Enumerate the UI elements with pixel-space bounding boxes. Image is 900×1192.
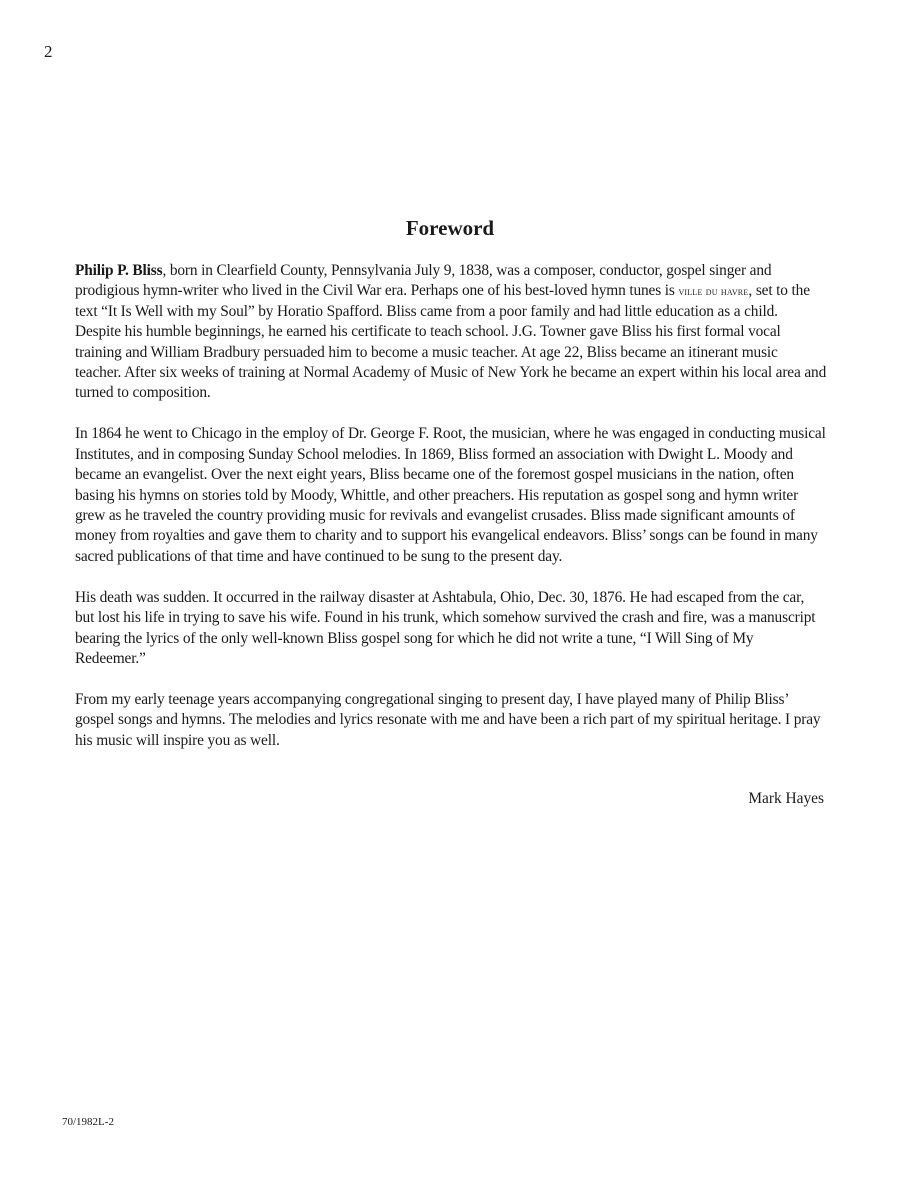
author-signature: Mark Hayes: [748, 790, 824, 807]
page-number: 2: [44, 42, 53, 61]
paragraph-1-text-b: , set to the text “It Is Well with my Soul” by Horatio Spafford. Bliss came from a poor family and had little education as a child. Despite his humble beginnings, he earned his certificate to teach school. J.G. Towner gave Bliss his first formal vocal training and William Bradbury persuaded him to become a music teacher. At age 22, Bliss became an itinerant music teacher. After six weeks of training at Normal Academy of Music of New York he became an expert within his local area and turned to composition.: [75, 282, 827, 402]
tune-name: ville du havre: [678, 284, 749, 299]
paragraph-1: [75, 261, 827, 404]
paragraph-3: His death was sudden. It occurred in the railway disaster at Ashtabula, Ohio, Dec. 30, 1876. He had escaped from the car, but lost his life in trying to save his wife. Found in his trunk, which somehow survived the crash and fire, was a manuscript bearing the lyrics of the only well-known Bliss gospel song for which he did not write a tune, “I Will Sing of My Redeemer.”: [75, 588, 816, 667]
paragraph-4: From my early teenage years accompanying congregational singing to present day, I have played many of Philip Bliss’ gospel songs and hymns. The melodies and lyrics resonate with me and have been a rich part of my spiritual heritage. I pray his music will inspire you as well.: [75, 690, 821, 749]
paragraph-1-text-a: , born in Clearfield County, Pennsylvania July 9, 1838, was a composer, conductor, gospel singer and prodigious hymn-writer who lived in the Civil War era. Perhaps one of his best-loved hymn tunes is: [75, 262, 772, 300]
page-title: Foreword: [405, 216, 495, 240]
foreword-body: [75, 261, 827, 772]
paragraph-2: In 1864 he went to Chicago in the employ of Dr. George F. Root, the musician, where he was engaged in conducting musical Institutes, and in composing Sunday School melodies. In 1869, Bliss formed an association with Dwight L. Moody and became an evangelist. Over the next eight years, Bliss became one of the foremost gospel musicians in the nation, often basing his hymns on stories told by Moody, Whittle, and other preachers. His reputation as gospel song and hymn writer grew as he traveled the country providing music for revivals and evangelist crusades. Bliss made significant amounts of money from royalties and gave them to charity and to support his evangelical endeavors. Bliss’ songs can be found in many sacred publications of that time and have continued to be sung to the present day.: [75, 425, 826, 565]
subject-name: Philip P. Bliss: [75, 262, 163, 279]
catalog-code: 70/1982L-2: [62, 1116, 114, 1128]
